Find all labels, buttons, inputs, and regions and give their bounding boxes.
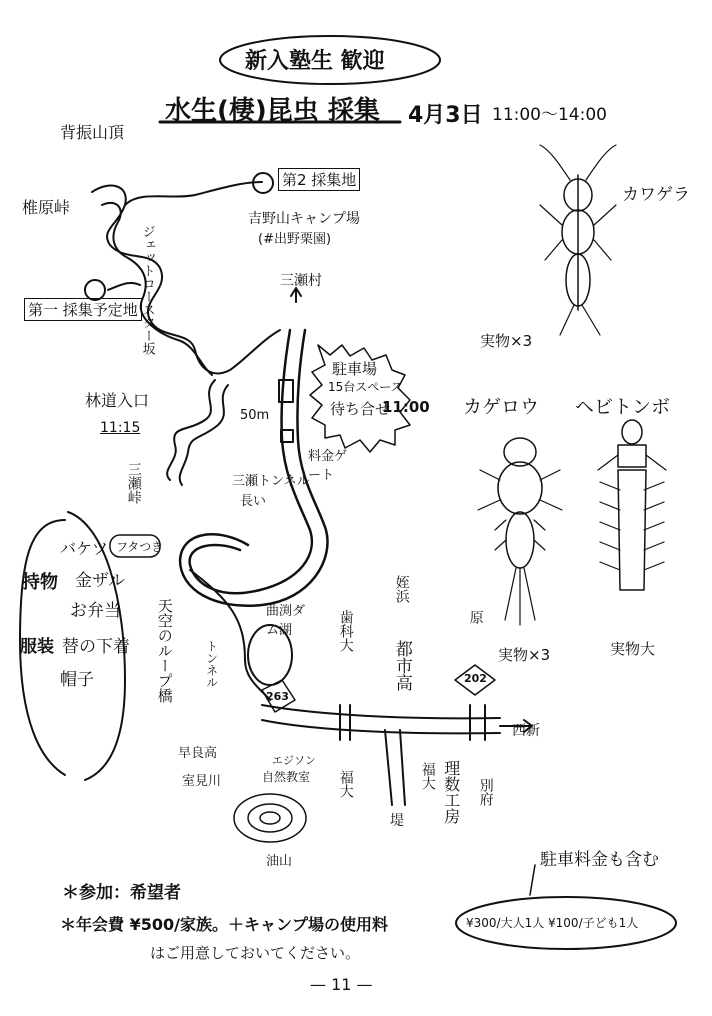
road-to-site2 bbox=[125, 182, 262, 205]
mise-tunnel-label: 三瀬トンネル bbox=[232, 474, 310, 489]
beppu-label: 別府 bbox=[477, 778, 494, 806]
distance-label: 50m bbox=[240, 408, 270, 423]
page-title: 水生(棲)昆虫 採集 bbox=[165, 96, 380, 126]
belongings-label: 持物 bbox=[22, 572, 58, 593]
nishijin-label: 西新 bbox=[512, 723, 540, 739]
stonefly-name: カワゲラ bbox=[622, 185, 690, 205]
fee-amounts: ¥300/大人1人 ¥100/子ども1人 bbox=[466, 916, 639, 930]
loop-bridge-label: 天空のループ橋 bbox=[155, 598, 174, 703]
jiro-label: エジソン bbox=[272, 754, 316, 767]
road-toshi bbox=[385, 730, 405, 805]
clothing-item: 替の下着 bbox=[62, 637, 130, 657]
parking-included-note: 駐車料金も含む bbox=[540, 850, 659, 870]
meeting-time: 11:00 bbox=[382, 398, 430, 416]
dobsonfly-note: 実物大 bbox=[610, 640, 656, 658]
route-263-label: 263 bbox=[266, 690, 289, 703]
jet-coaster-slope-label: ジェットコースター坂 bbox=[139, 225, 155, 355]
dobsonfly-drawing bbox=[598, 420, 666, 590]
fee-line: ＊年会費 ¥500/家族。＋キャンプ場の使用料 bbox=[60, 915, 388, 934]
dobsonfly-name: ヘビトンボ bbox=[575, 396, 671, 418]
rindo-time: 11:15 bbox=[100, 420, 141, 436]
mise-pass-label: 三瀬峠 bbox=[125, 462, 142, 504]
mayfly-note: 実物×3 bbox=[498, 646, 551, 664]
rindo-entrance-label: 林道入口 bbox=[85, 391, 150, 410]
colander-item: 金ザル bbox=[75, 571, 126, 591]
rika-school-label: 理数工房 bbox=[441, 760, 461, 824]
kamoe-label: 姪浜 bbox=[393, 575, 410, 603]
forest-road bbox=[167, 380, 215, 480]
tunnel-note-label: 長い bbox=[240, 494, 267, 509]
fukudai-label-2: 福大 bbox=[419, 762, 436, 790]
dental-univ-label: 歯科大 bbox=[337, 610, 354, 652]
stonefly-note: 実物×3 bbox=[480, 332, 533, 350]
pass-shiibaru-label: 椎原峠 bbox=[22, 198, 71, 217]
road-263 bbox=[262, 705, 500, 718]
stonefly-drawing bbox=[540, 145, 616, 335]
lunch-item: お弁当 bbox=[70, 601, 121, 621]
parking-note-pointer bbox=[530, 865, 535, 895]
hara-label: 原 bbox=[467, 610, 484, 624]
toshi-high-label: 都市高 bbox=[391, 640, 412, 691]
tsutsumi-label: 堤 bbox=[390, 813, 404, 829]
bucket-item: バケツ bbox=[60, 539, 108, 558]
welcome-text: 新入塾生 歓迎 bbox=[245, 49, 385, 74]
reservoir-label: 曲渕ダム湖 bbox=[266, 604, 306, 638]
aburayama-contour-1 bbox=[234, 794, 306, 842]
participation-note: ＊参加：希望者 bbox=[62, 883, 181, 903]
event-date: 4月3日 bbox=[408, 103, 483, 128]
muromi-river-label: 室見川 bbox=[182, 774, 222, 789]
mayfly-drawing bbox=[478, 438, 562, 625]
meeting-label: 待ち合せ bbox=[330, 400, 391, 418]
fukudai-label-1: 福大 bbox=[337, 770, 354, 798]
lid-item: フタつき bbox=[116, 540, 164, 554]
site1-pin bbox=[85, 280, 105, 300]
campsite-sub-label: (#出野栗園) bbox=[258, 232, 332, 247]
parking-capacity-label: 15台スペース bbox=[328, 380, 403, 394]
event-time: 11:00〜14:00 bbox=[492, 105, 607, 125]
road-dental bbox=[340, 705, 350, 740]
road-263-2 bbox=[262, 720, 500, 733]
road-to-site1 bbox=[108, 283, 140, 290]
aburayama-contour-2 bbox=[248, 804, 292, 832]
route-202-label: 202 bbox=[464, 672, 487, 685]
site1-label: 第一 採集予定地 bbox=[24, 298, 142, 321]
mise-village-label: 三瀬村 bbox=[280, 273, 322, 289]
hat-item: 帽子 bbox=[60, 670, 94, 690]
mountain-top-label: 背振山頂 bbox=[60, 123, 125, 142]
mayfly-name: カゲロウ bbox=[463, 396, 540, 418]
parking-label: 駐車場 bbox=[332, 360, 378, 378]
aburayama-label: 油山 bbox=[266, 854, 293, 869]
juku-label: 自然教室 bbox=[262, 770, 311, 784]
campsite-label: 吉野山キャンプ場 bbox=[248, 211, 360, 227]
page-number: — 11 — bbox=[310, 975, 373, 994]
road-202 bbox=[470, 705, 485, 740]
sawara-hs-label: 早良高 bbox=[178, 746, 218, 761]
toll-gate-label: 料金ゲート bbox=[308, 449, 348, 483]
fee-note: はご用意しておいてください。 bbox=[150, 944, 361, 962]
forest-road-2 bbox=[180, 385, 228, 485]
clothing-label: 服装 bbox=[20, 637, 54, 657]
aburayama-contour-3 bbox=[260, 812, 280, 824]
tunnel-label: トンネル bbox=[204, 640, 219, 688]
site2-label: 第2 採集地 bbox=[278, 168, 360, 191]
